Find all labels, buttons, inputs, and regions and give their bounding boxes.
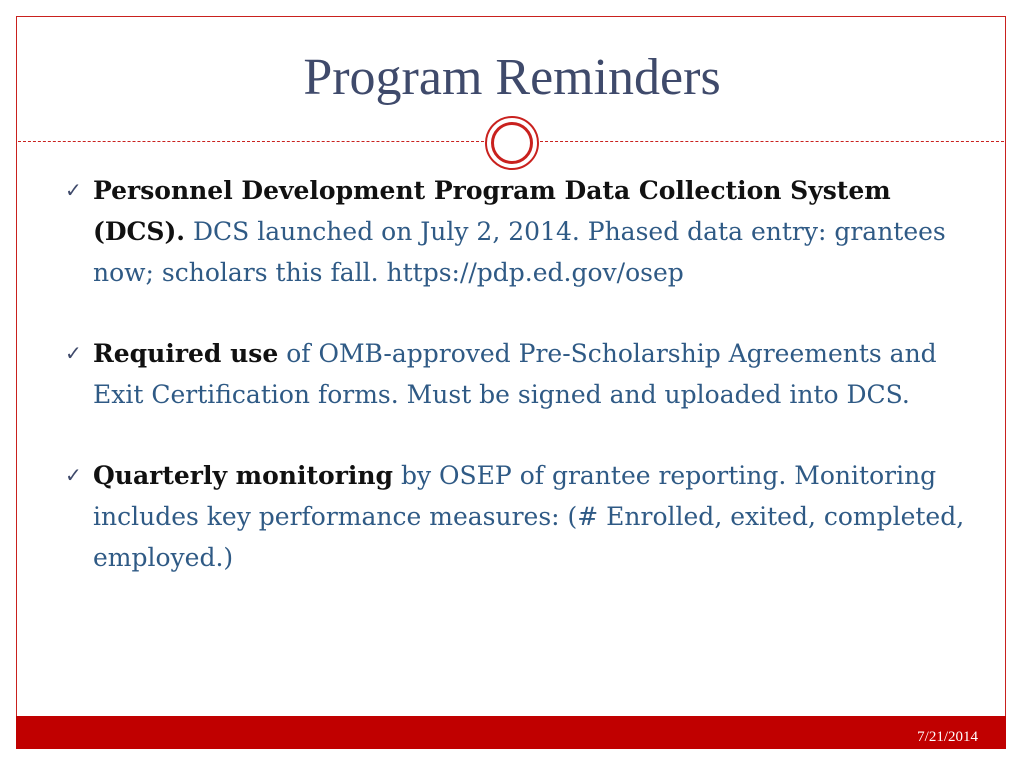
bullet-item-quarterly-monitoring bbox=[65, 455, 965, 578]
checkmark-icon: ✓ bbox=[65, 178, 82, 202]
circle-ornament-inner-icon bbox=[491, 122, 533, 164]
title-divider-right bbox=[540, 141, 1004, 142]
bullet-item-required-use bbox=[65, 333, 965, 415]
bullet-item-dcs bbox=[65, 170, 965, 293]
checkmark-icon: ✓ bbox=[65, 341, 82, 365]
title-divider-left bbox=[18, 141, 484, 142]
bullet-text: of OMB-approved Pre-Scholarship Agreements and Exit Certification forms. Must be signed and uploaded into DCS. bbox=[93, 339, 937, 409]
footer-date: 7/21/2014 bbox=[917, 729, 978, 745]
bullet-heading: Required use bbox=[93, 339, 279, 368]
bullet-text: DCS launched on July 2, 2014. Phased data entry: grantees now; scholars this fall. https://pdp.ed.gov/osep bbox=[93, 217, 946, 287]
checkmark-icon: ✓ bbox=[65, 463, 82, 487]
bullet-text: by OSEP of grantee reporting. Monitoring includes key performance measures: (# Enrolled, exited, completed, employed.) bbox=[93, 461, 965, 572]
slide-title: Program Reminders bbox=[303, 49, 721, 106]
footer-bar bbox=[16, 716, 1006, 749]
bullet-heading: Personnel Development Program Data Collection System (DCS). bbox=[93, 176, 891, 246]
bullet-heading: Quarterly monitoring bbox=[93, 461, 394, 490]
bullet-list bbox=[65, 170, 965, 578]
